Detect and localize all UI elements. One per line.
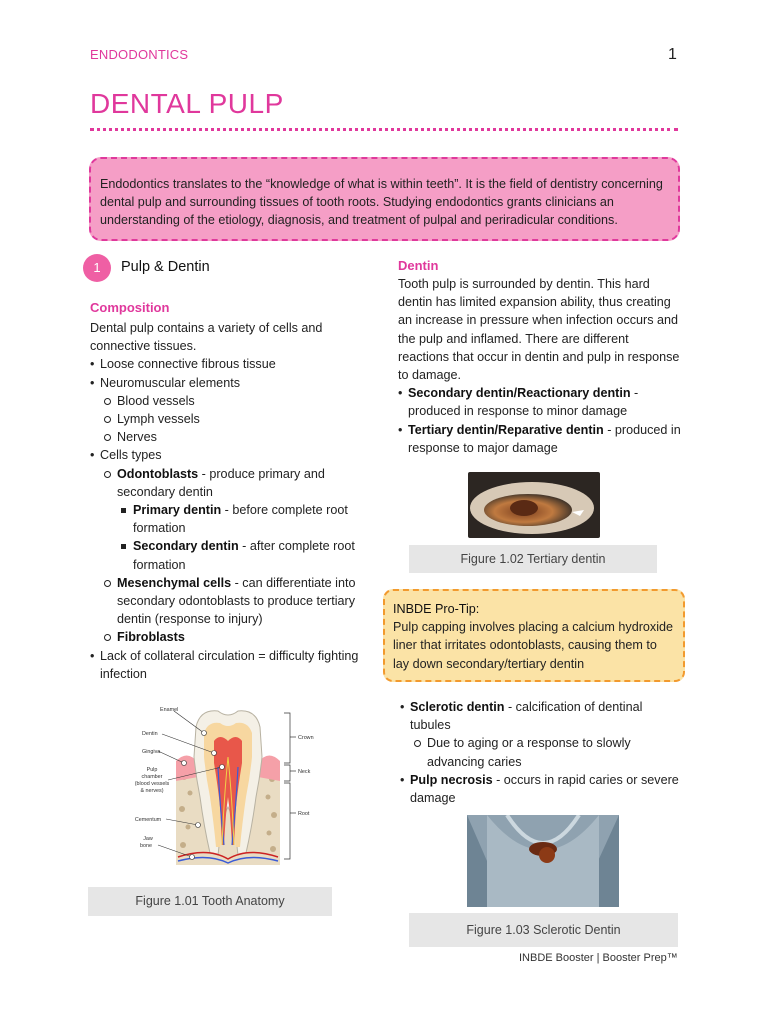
title-divider [90,128,678,131]
region-brackets [284,713,296,859]
list-item: • Lack of collateral circulation = difficulty fighting infection [90,647,376,683]
list-item: Blood vessels [90,392,376,410]
list-item: Odontoblasts - produce primary and secondary dentin Primary dentin - before complete root formation Secondary dentin - after complete root formation [90,465,376,574]
label-crown: Crown [298,735,314,741]
pro-tip-callout [383,589,685,682]
dentin-list [398,384,682,457]
sclerotic-dentin-photo [467,815,619,907]
list-item: Primary dentin - before complete root formation [90,501,376,537]
label-gingiva: Gingiva [142,749,161,755]
sclerotic-list [400,698,682,807]
intro-callout [89,157,680,241]
label-jaw-1: Jaw [143,836,153,842]
tooth-anatomy-diagram [128,697,328,867]
tertiary-dentin-photo [468,472,600,538]
label-pulp-4: & nerves) [140,788,164,794]
list-item: • Secondary dentin/Reactionary dentin - produced in response to minor damage [398,384,682,420]
list-item: • Cells types Odontoblasts - produce primary and secondary dentin Primary dentin - before complete root formation Secondary dentin - after complete root formation Mesenchymal cells - can differentiate into secondary odontoblasts to produce tertiary dentin (response to injury) Fibroblasts [90,446,376,646]
list-item: • Loose connective fibrous tissue [90,355,376,373]
page-number: 1 [668,46,677,63]
list-item: Mesenchymal cells - can differentiate into secondary odontoblasts to produce tertiary dentin (response to injury) [90,574,376,629]
figure-caption-3: Figure 1.03 Sclerotic Dentin [409,913,678,947]
list-item: • Tertiary dentin/Reparative dentin - produced in response to major damage [398,421,682,457]
dentin-intro: Tooth pulp is surrounded by dentin. This hard dentin has limited expansion ability, thus creating an increase in pressure when infection occurs and the pulp and inflamed. There are different reactions that occur in dentin and pulp in response to damage. [398,277,680,383]
label-jaw-2: bone [140,843,152,849]
sclerotic-block [400,698,682,807]
composition-block [90,300,376,683]
list-item: • Neuromuscular elements Blood vessels Lymph vessels Nerves [90,374,376,447]
label-dentin: Dentin [142,731,158,737]
label-neck: Neck [298,769,311,775]
label-cementum: Cementum [134,817,162,823]
section-kicker: ENDODONTICS [90,47,189,62]
label-pulp-3: (blood vessels [134,781,170,787]
composition-heading: Composition [90,300,170,315]
dentin-block [398,258,682,457]
figure-caption-1: Figure 1.01 Tooth Anatomy [88,887,332,916]
composition-intro: Dental pulp contains a variety of cells and connective tissues. [90,321,323,354]
label-root: Root [298,811,310,817]
label-enamel: Enamel [160,707,179,713]
footer-credit: INBDE Booster | Booster Prep™ [519,952,678,964]
figure-caption-2: Figure 1.02 Tertiary dentin [409,545,657,573]
page-title: DENTAL PULP [90,88,284,119]
composition-list [90,355,376,683]
list-item: Nerves [90,428,376,446]
section-number-badge: 1 [83,254,111,282]
intro-text: Endodontics translates to the “knowledge of what is within teeth”. It is the field of dentistry concerning dental pulp and surrounding tissues of tooth roots. Studying endodontics grants clinicians an understanding of the etiology, diagnosis, and treatment of pulpal and periradicular conditions. [100,177,663,227]
dentin-heading: Dentin [398,258,439,273]
label-pulp-1: Pulp [146,767,158,773]
list-item: Fibroblasts [90,628,376,646]
label-pulp-2: chamber [141,774,163,780]
list-item: Due to aging or a response to slowly advancing caries [400,734,682,770]
list-item: Secondary dentin - after complete root formation [90,537,376,573]
dentin-body [398,275,682,457]
pro-tip-title: INBDE Pro-Tip: [393,602,480,616]
list-item: Lymph vessels [90,410,376,428]
section-title: Pulp & Dentin [121,259,210,275]
composition-body [90,319,376,683]
list-item: • Pulp necrosis - occurs in rapid caries or severe damage [400,771,682,807]
list-item: • Sclerotic dentin - calcification of dentinal tubules Due to aging or a response to slowly advancing caries [400,698,682,771]
pro-tip-text: Pulp capping involves placing a calcium hydroxide liner that irritates odontoblasts, causing them to lay down secondary/tertiary dentin [393,620,674,671]
